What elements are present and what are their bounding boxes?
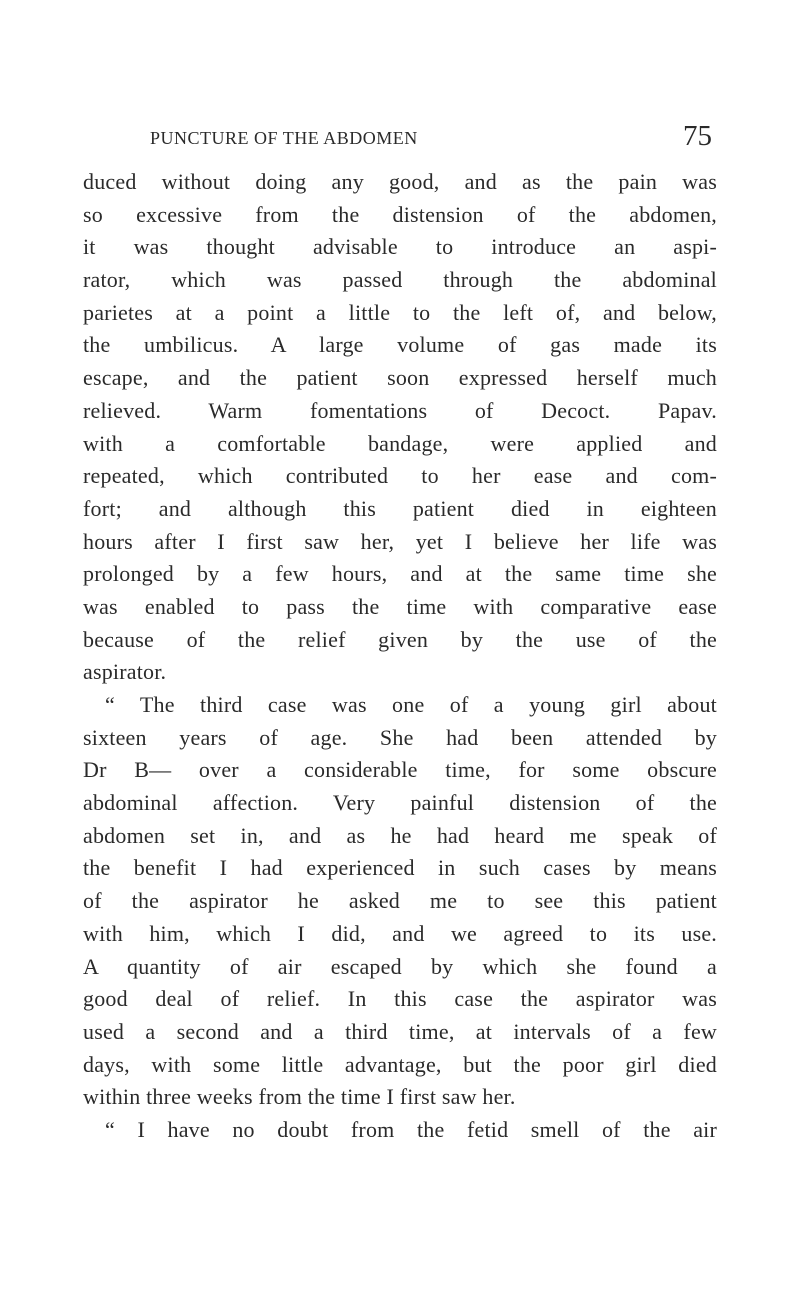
text-line: relieved. Warm fomentations of Decoct. Papav. bbox=[83, 397, 717, 423]
text-line: the benefit I had experienced in such cases by means bbox=[83, 855, 717, 881]
text-line: was enabled to pass the time with comparative ease bbox=[83, 593, 717, 619]
text-line: fort; and although this patient died in eighteen bbox=[83, 495, 717, 521]
text-line: hours after I first saw her, yet I believe her life was bbox=[83, 528, 717, 554]
text-line: days, with some little advantage, but the poor girl died bbox=[83, 1051, 717, 1077]
text-line: prolonged by a few hours, and at the same time she bbox=[83, 561, 717, 587]
text-line: abdomen set in, and as he had heard me speak of bbox=[83, 822, 717, 848]
running-head-title: PUNCTURE OF THE ABDOMEN bbox=[150, 128, 418, 148]
page-number: 75 bbox=[683, 120, 712, 152]
text-line: duced without doing any good, and as the pain was bbox=[83, 169, 717, 194]
body-text bbox=[83, 166, 717, 1147]
text-line: with a comfortable bandage, were applied and bbox=[83, 430, 717, 456]
running-head bbox=[150, 120, 710, 160]
text-line: the umbilicus. A large volume of gas made its bbox=[83, 332, 717, 358]
text-line: Dr B— over a considerable time, for some obscure bbox=[83, 757, 717, 783]
text-line: abdominal affection. Very painful distension of the bbox=[83, 790, 717, 816]
text-line: sixteen years of age. She had been attended by bbox=[83, 724, 717, 750]
text-line: used a second and a third time, at intervals of a few bbox=[83, 1018, 717, 1044]
text-line: repeated, which contributed to her ease and com- bbox=[83, 463, 717, 489]
text-line: of the aspirator he asked me to see this patient bbox=[83, 888, 717, 914]
text-line: “ The third case was one of a young girl about bbox=[105, 692, 717, 717]
text-line: rator, which was passed through the abdominal bbox=[83, 267, 717, 293]
text-line: escape, and the patient soon expressed herself much bbox=[83, 365, 717, 391]
text-line: good deal of relief. In this case the aspirator was bbox=[83, 986, 717, 1012]
text-line: with him, which I did, and we agreed to its use. bbox=[83, 920, 717, 946]
text-line: aspirator. bbox=[83, 659, 167, 685]
text-line: because of the relief given by the use of the bbox=[83, 626, 717, 652]
text-line: A quantity of air escaped by which she found a bbox=[83, 953, 717, 979]
text-line: within three weeks from the time I first saw her. bbox=[83, 1084, 516, 1110]
text-line: “ I have no doubt from the fetid smell of the air bbox=[105, 1116, 717, 1142]
text-line: it was thought advisable to introduce an aspi- bbox=[83, 234, 717, 260]
text-line: so excessive from the distension of the abdomen, bbox=[83, 201, 717, 227]
text-line: parietes at a point a little to the left of, and below, bbox=[83, 299, 717, 325]
